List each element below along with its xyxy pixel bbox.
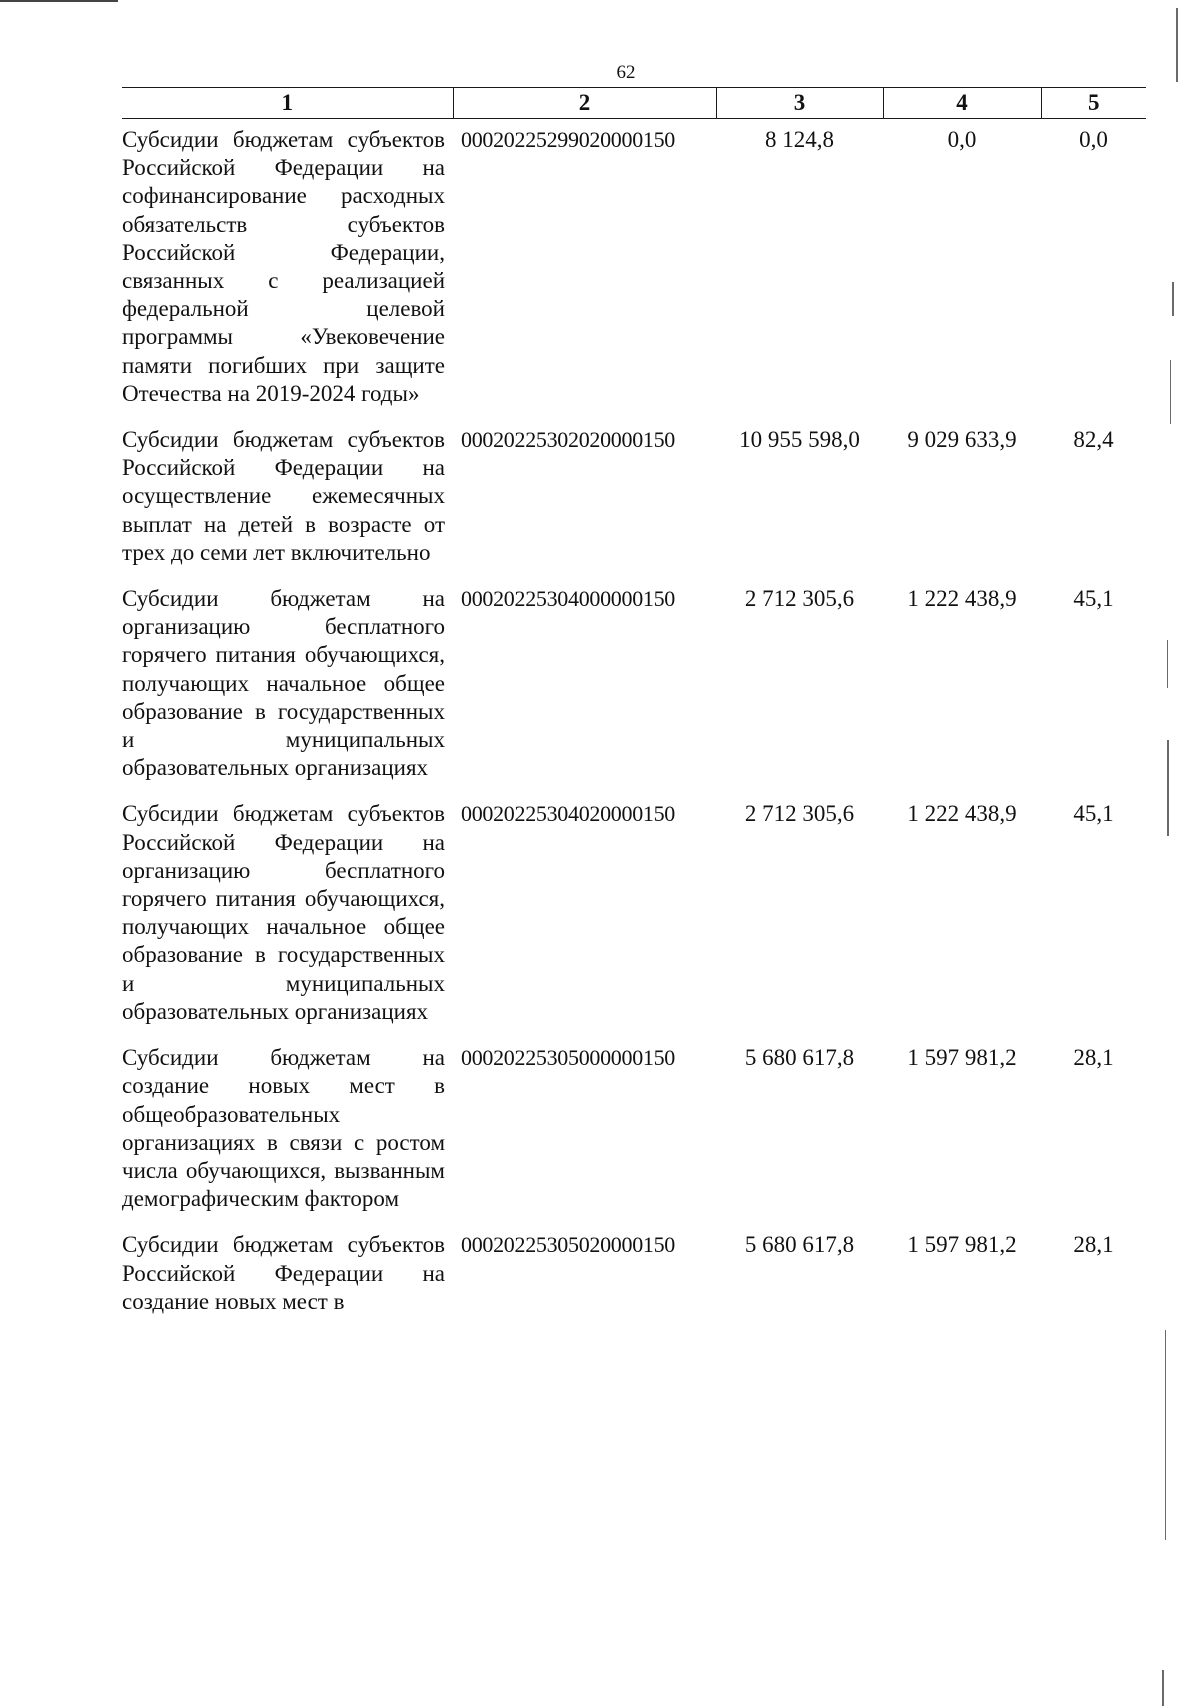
scan-edge-mark bbox=[1167, 740, 1169, 836]
row-value-col3: 2 712 305,6 bbox=[744, 586, 855, 612]
row-value-col5: 45,1 bbox=[1073, 586, 1114, 612]
row-name: Субсидии бюджетам субъектов Российской Федерации на создание новых мест в bbox=[122, 1232, 445, 1314]
row-value-col3: 10 955 598,0 bbox=[739, 427, 860, 453]
page-number: 62 bbox=[616, 62, 636, 83]
scan-edge-mark bbox=[1165, 1330, 1166, 1540]
row-name: Субсидии бюджетам на организацию бесплатного горячего питания обучающихся, получающих начальное общее образование в государственных и муниципальных образовательных организациях bbox=[122, 586, 445, 781]
table-row bbox=[122, 119, 1146, 427]
row-name: Субсидии бюджетам субъектов Российской Федерации на софинансирование расходных обязательств субъектов Российской Федерации, связанных с реализацией федеральной целевой программы «Увековечение памяти погибших при защите Отечества на 2019-2024 годы» bbox=[122, 127, 445, 406]
column-header-1: 1 bbox=[122, 88, 453, 119]
scan-edge-mark bbox=[1167, 640, 1168, 688]
row-code: 00020225305000000150 bbox=[461, 1045, 676, 1071]
row-value-col5: 28,1 bbox=[1073, 1232, 1114, 1258]
budget-table bbox=[122, 87, 1146, 1316]
column-header-5: 5 bbox=[1041, 88, 1146, 119]
row-code: 00020225299020000150 bbox=[461, 127, 676, 152]
row-code: 00020225304020000150 bbox=[461, 801, 676, 827]
scan-edge-mark bbox=[1170, 360, 1171, 424]
scan-edge-mark bbox=[1162, 1670, 1164, 1706]
row-value-col3: 5 680 617,8 bbox=[744, 1232, 855, 1258]
table-row bbox=[122, 1044, 1146, 1231]
column-header-2: 2 bbox=[453, 88, 716, 119]
row-value-col5: 0,0 bbox=[1079, 127, 1108, 152]
row-value-col5: 45,1 bbox=[1073, 801, 1114, 827]
row-value-col4: 1 222 438,9 bbox=[907, 801, 1017, 827]
scan-edge-mark bbox=[1172, 282, 1174, 316]
row-value-col4: 0,0 bbox=[947, 127, 977, 152]
row-value-col3: 2 712 305,6 bbox=[744, 801, 855, 827]
table-row bbox=[122, 1231, 1146, 1316]
table-row bbox=[122, 426, 1146, 585]
row-value-col4: 1 597 981,2 bbox=[907, 1232, 1017, 1258]
scan-edge-mark bbox=[0, 0, 118, 2]
row-code: 00020225302020000150 bbox=[461, 427, 676, 453]
row-value-col3: 5 680 617,8 bbox=[744, 1045, 855, 1071]
row-name: Субсидии бюджетам на создание новых мест в общеобразовательных организациях в связи с ростом числа обучающихся, вызванным демографическим фактором bbox=[122, 1045, 445, 1212]
row-name: Субсидии бюджетам субъектов Российской Федерации на организацию бесплатного горячего питания обучающихся, получающих начальное общее образование в государственных и муниципальных образовательных организациях bbox=[122, 801, 445, 1024]
row-value-col4: 1 597 981,2 bbox=[907, 1045, 1017, 1071]
row-value-col4: 1 222 438,9 bbox=[907, 586, 1017, 612]
row-code: 00020225304000000150 bbox=[461, 586, 676, 612]
table-row bbox=[122, 800, 1146, 1044]
column-header-4: 4 bbox=[883, 88, 1041, 119]
row-name: Субсидии бюджетам субъектов Российской Федерации на осуществление ежемесячных выплат на детей в возрасте от трех до семи лет включительно bbox=[122, 427, 445, 565]
row-value-col4: 9 029 633,9 bbox=[907, 427, 1017, 453]
row-value-col5: 82,4 bbox=[1073, 427, 1114, 453]
column-header-3: 3 bbox=[716, 88, 883, 119]
table-header-row bbox=[122, 88, 1146, 119]
row-code: 00020225305020000150 bbox=[461, 1232, 676, 1258]
table-row bbox=[122, 585, 1146, 800]
row-value-col5: 28,1 bbox=[1073, 1045, 1114, 1071]
row-value-col3: 8 124,8 bbox=[765, 127, 834, 152]
